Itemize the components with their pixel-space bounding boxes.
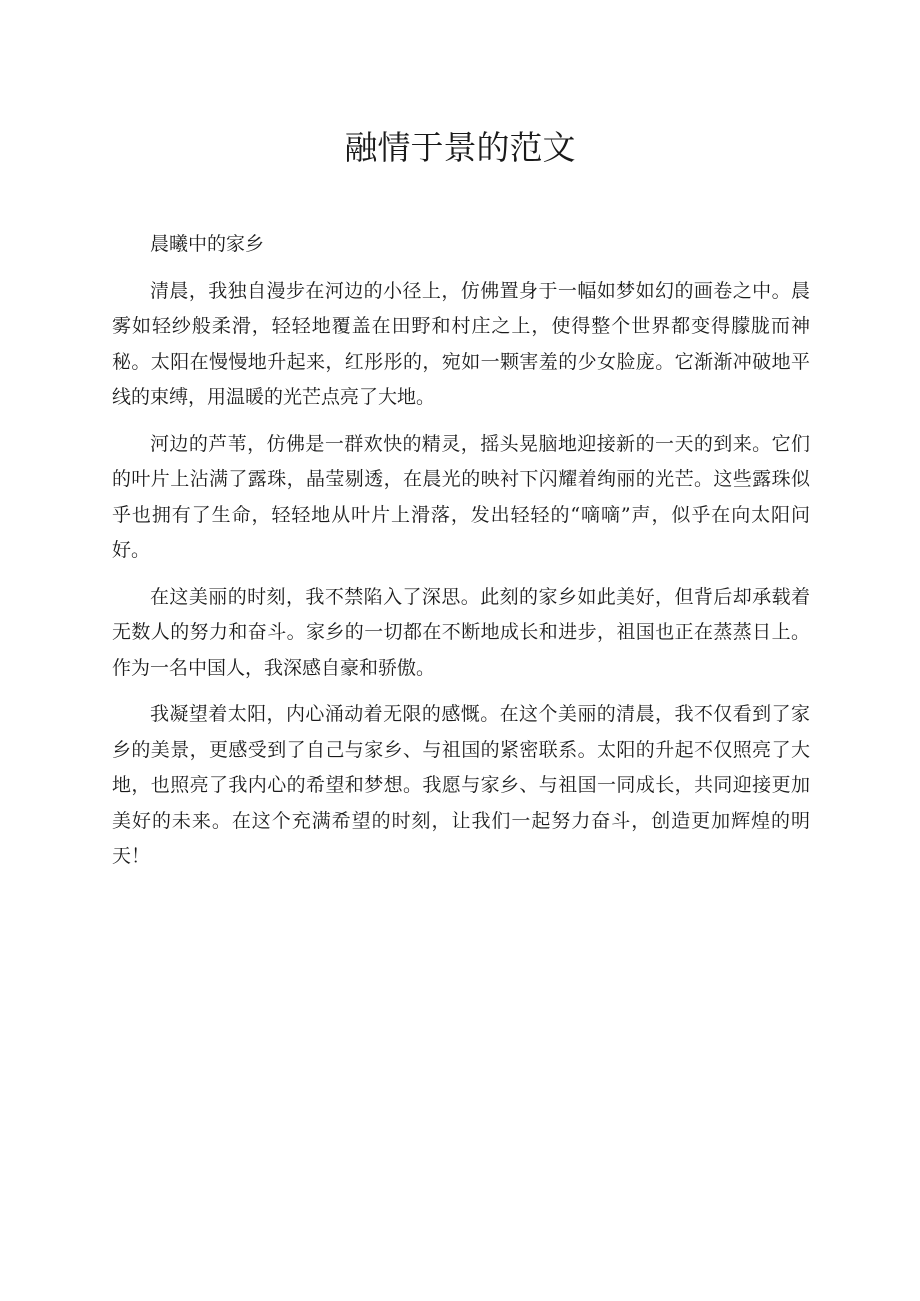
paragraph-3: 在这美丽的时刻，我不禁陷入了深思。此刻的家乡如此美好，但背后却承载着无数人的努力和奋斗。家乡的一切都在不断地成长和进步，祖国也正在蒸蒸日上。作为一名中国人，我深感自豪和骄傲。 bbox=[112, 585, 810, 679]
document-title: 融情于景的范文 bbox=[344, 128, 576, 167]
essay-subtitle: 晨曦中的家乡 bbox=[150, 233, 265, 255]
paragraph-2: 河边的芦苇，仿佛是一群欢快的精灵，摇头晃脑地迎接新的一天的到来。它们的叶片上沾满了露珠，晶莹剔透，在晨光的映衬下闪耀着绚丽的光芒。这些露珠似乎也拥有了生命，轻轻地从叶片上滑落，发出轻轻的“嘀嘀”声，似乎在向太阳问好。 bbox=[112, 432, 810, 561]
document-body bbox=[112, 227, 810, 886]
paragraph-4: 我凝望着太阳，内心涌动着无限的感慨。在这个美丽的清晨，我不仅看到了家乡的美景，更感受到了自己与家乡、与祖国的紧密联系。太阳的升起不仅照亮了大地，也照亮了我内心的希望和梦想。我愿与家乡、与祖国一同成长，共同迎接更加美好的未来。在这个充满希望的时刻，让我们一起努力奋斗，创造更加辉煌的明天！ bbox=[112, 703, 810, 867]
paragraph-1: 清晨，我独自漫步在河边的小径上，仿佛置身于一幅如梦如幻的画卷之中。晨雾如轻纱般柔滑，轻轻地覆盖在田野和村庄之上，使得整个世界都变得朦胧而神秘。太阳在慢慢地升起来，红彤彤的，宛如一颗害羞的少女脸庞。它渐渐冲破地平线的束缚，用温暖的光芒点亮了大地。 bbox=[112, 279, 810, 408]
